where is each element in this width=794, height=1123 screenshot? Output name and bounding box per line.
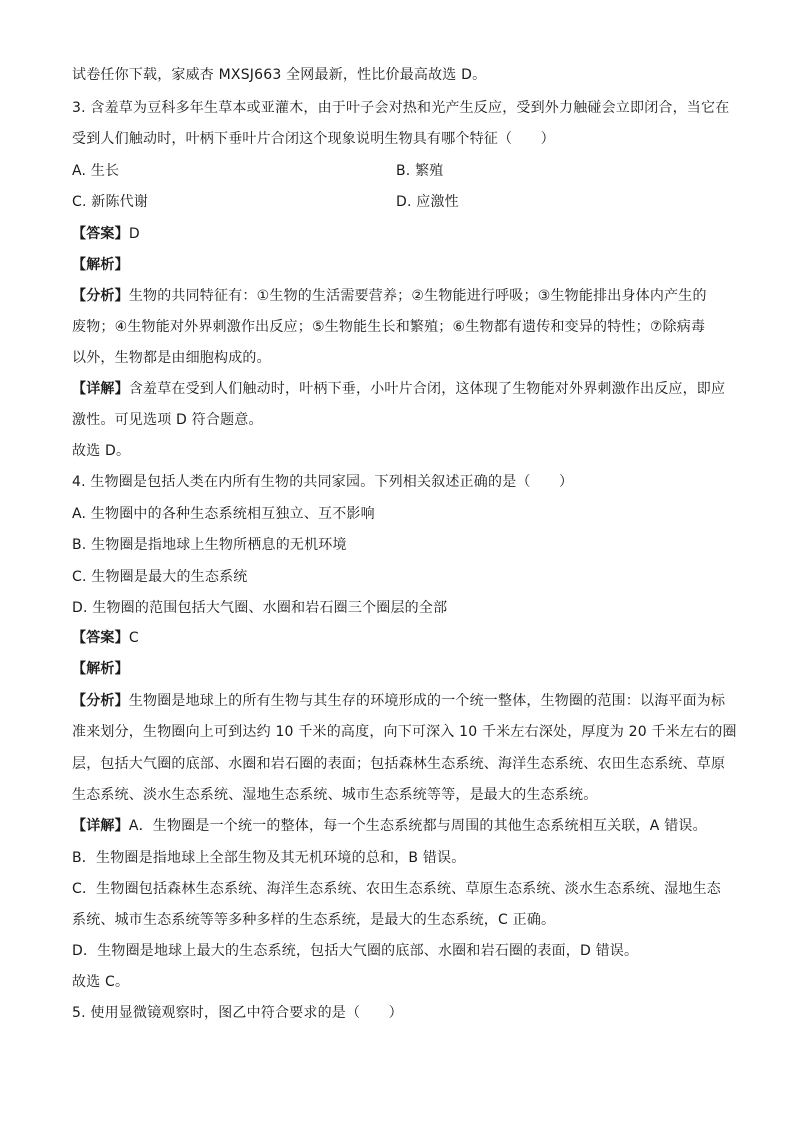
intro-line: 试卷任你下载，家威杏 MXSJ663 全网最新，性比价最高故选 D。	[72, 67, 487, 83]
q5-stem: 5. 使用显微镜观察时，图乙中符合要求的是（ ）	[72, 1005, 403, 1021]
answer-value: C	[128, 630, 139, 646]
q3-xiangjie-line-1	[72, 380, 724, 398]
answer-value: D	[128, 226, 140, 242]
answer-tag: 【答案】	[72, 630, 129, 646]
q3-jiexi-tag	[72, 256, 724, 274]
xiangjie-text: 含羞草在受到人们触动时，叶柄下垂，小叶片合闭，这体现了生物能对外界刺激作出反应，即应	[128, 381, 726, 397]
q3-stem-line-1: 3. 含羞草为豆科多年生草本或亚灌木，由于叶子会对热和光产生反应，受到外力触碰会立即闭合，当它在	[72, 100, 730, 116]
q4-stem: 4. 生物圈是包括人类在内所有生物的共同家园。下列相关叙述正确的是（ ）	[72, 474, 574, 490]
q3-xiangjie-line-2: 激性。可见选项 D 符合题意。	[72, 412, 263, 428]
jiexi-tag: 【解析】	[72, 257, 129, 273]
xiangjie-tag: 【详解】	[72, 818, 129, 834]
q3-option-b: B. 繁殖	[396, 163, 444, 179]
q4-guxuan: 故选 C。	[72, 974, 130, 990]
q3-option-a: A. 生长	[72, 163, 120, 179]
q3-fenxi-line-2: 废物；④生物能对外界刺激作出反应；⑤生物能生长和繁殖；⑥生物都有遗传和变异的特性；⑦除病毒	[72, 319, 706, 335]
q4-option-d: D. 生物圈的范围包括大气圈、水圈和岩石圈三个圈层的全部	[72, 600, 448, 616]
q4-xiangjie-line-b: B．生物圈是指地球上全部生物及其无机环境的总和，B 错误。	[72, 850, 466, 866]
q4-fenxi-line-1	[72, 692, 724, 710]
q3-fenxi-line-3: 以外，生物都是由细胞构成的。	[72, 350, 271, 366]
fenxi-tag: 【分析】	[72, 288, 129, 304]
fenxi-text: 生物圈是地球上的所有生物与其生存的环境形成的一个统一整体，生物圈的范围：以海平面为标	[128, 693, 726, 709]
q4-xiangjie-line-d: D．生物圈是地球上最大的生态系统，包括大气圈的底部、水圈和岩石圈的表面，D 错误。	[72, 943, 639, 959]
q4-fenxi-line-4: 生态系统、淡水生态系统、湿地生态系统、城市生态系统等等，是最大的生态系统。	[72, 787, 598, 803]
q3-fenxi-line-1	[72, 287, 724, 305]
q4-jiexi-tag	[72, 660, 724, 678]
q4-xiangjie-line-a	[72, 817, 724, 835]
q4-xiangjie-line-c2: 系统、城市生态系统等等多种多样的生态系统，是最大的生态系统，C 正确。	[72, 912, 556, 928]
q3-answer	[72, 225, 724, 243]
answer-tag: 【答案】	[72, 226, 129, 242]
xiangjie-text: A．生物圈是一个统一的整体，每一个生态系统都与周围的其他生态系统相互关联，A 错误。	[128, 818, 707, 834]
q3-option-c: C. 新陈代谢	[72, 194, 149, 210]
q3-stem-line-2: 受到人们触动时，叶柄下垂叶片合闭这个现象说明生物具有哪个特征（ ）	[72, 131, 555, 147]
q4-answer	[72, 629, 724, 647]
q4-option-b: B. 生物圈是指地球上生物所栖息的无机环境	[72, 537, 347, 553]
q4-option-a: A. 生物圈中的各种生态系统相互独立、互不影响	[72, 506, 375, 522]
fenxi-text: 生物的共同特征有：①生物的生活需要营养；②生物能进行呼吸；③生物能排出身体内产生的	[128, 288, 707, 304]
q4-fenxi-line-3: 层，包括大气圈的底部、水圈和岩石圈的表面；包括森林生态系统、海洋生态系统、农田生态系统、草原	[72, 756, 726, 772]
q4-option-c: C. 生物圈是最大的生态系统	[72, 569, 248, 585]
fenxi-tag: 【分析】	[72, 693, 129, 709]
q4-xiangjie-line-c1: C．生物圈包括森林生态系统、海洋生态系统、农田生态系统、草原生态系统、淡水生态系统、湿地生态	[72, 881, 721, 897]
jiexi-tag: 【解析】	[72, 661, 129, 677]
xiangjie-tag: 【详解】	[72, 381, 129, 397]
q3-guxuan: 故选 D。	[72, 443, 131, 459]
q4-fenxi-line-2: 准来划分，生物圈向上可到达约 10 千米的高度，向下可深入 10 千米左右深处，厚度为 20 千米左右的圈	[72, 724, 737, 740]
q3-option-d: D. 应激性	[396, 194, 459, 210]
